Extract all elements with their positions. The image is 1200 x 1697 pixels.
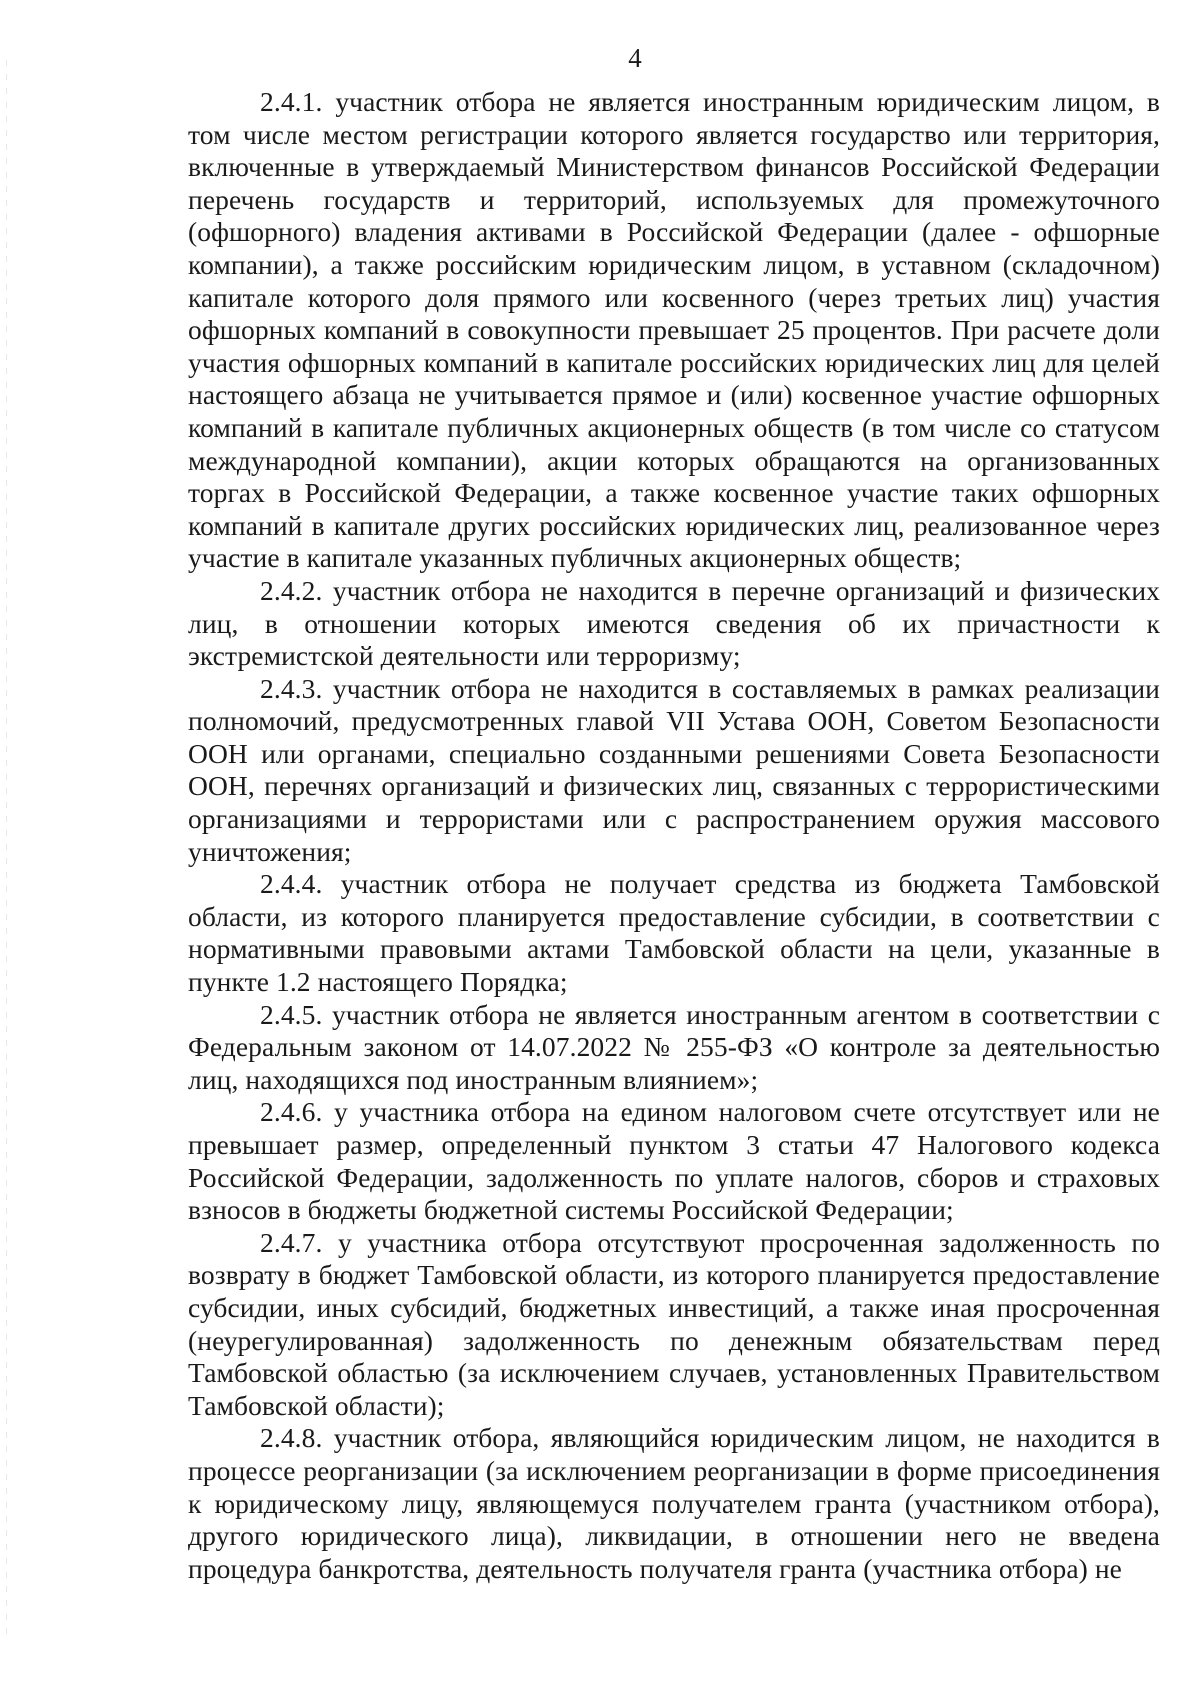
paragraph-2-4-5: 2.4.5. участник отбора не является иностранным агентом в соответствии с Федеральным законом от 14.07.2022 № 255-ФЗ «О контроле за деятельностью лиц, находящихся под иностранным влиянием»; (188, 998, 1160, 1095)
paragraph-2-4-1: 2.4.1. участник отбора не является иностранным юридическим лицом, в том числе местом регистрации которого является государство или территория, включенные в утверждаемый Министерством финансов Российской Федерации перечень государств и территорий, используемых для промежуточного (офшорного) владения активами в Российской Федерации (далее - офшорные компании), а также российским юридическим лицом, в уставном (складочном) капитале которого доля прямого или косвенного (через третьих лиц) участия офшорных компаний в совокупности превышает 25 процентов. При расчете доли участия офшорных компаний в капитале российских юридических лиц для целей настоящего абзаца не учитывается прямое и (или) косвенное участие офшорных компаний в капитале публичных акционерных обществ (в том числе со статусом международной компании), акции которых обращаются на организованных торгах в Российской Федерации, а также косвенное участие таких офшорных компаний в капитале других российских юридических лиц, реализованное через участие в капитале указанных публичных акционерных обществ; (188, 86, 1160, 574)
scan-edge-artifact (6, 60, 7, 1640)
document-body (188, 86, 1160, 1585)
page-number: 4 (628, 43, 642, 73)
paragraph-2-4-3: 2.4.3. участник отбора не находится в составляемых в рамках реализации полномочий, предусмотренных главой VII Устава ООН, Советом Безопасности ООН или органами, специально созданными решениями Совета Безопасности ООН, перечнях организаций и физических лиц, связанных с террористическими организациями и террористами или с распространением оружия массового уничтожения; (188, 672, 1160, 867)
paragraph-2-4-2: 2.4.2. участник отбора не находится в перечне организаций и физических лиц, в отношении которых имеются сведения об их причастности к экстремистской деятельности или терроризму; (188, 574, 1160, 672)
paragraph-2-4-6: 2.4.6. у участника отбора на едином налоговом счете отсутствует или не превышает размер, определенный пунктом 3 статьи 47 Налогового кодекса Российской Федерации, задолженность по уплате налогов, сборов и страховых взносов в бюджеты бюджетной системы Российской Федерации; (188, 1096, 1160, 1226)
paragraph-2-4-7: 2.4.7. у участника отбора отсутствуют просроченная задолженность по возврату в бюджет Тамбовской области, из которого планируется предоставление субсидии, иных субсидий, бюджетных инвестиций, а также иная просроченная (неурегулированная) задолженность по денежным обязательствам перед Тамбовской областью (за исключением случаев, установленных Правительством Тамбовской области); (188, 1226, 1160, 1421)
paragraph-2-4-4: 2.4.4. участник отбора не получает средства из бюджета Тамбовской области, из которого планируется предоставление субсидии, в соответствии с нормативными правовыми актами Тамбовской области на цели, указанные в пункте 1.2 настоящего Порядка; (188, 868, 1160, 998)
paragraph-2-4-8: 2.4.8. участник отбора, являющийся юридическим лицом, не находится в процессе реорганизации (за исключением реорганизации в форме присоединения к юридическому лицу, являющемуся получателем гранта (участником отбора), другого юридического лица), ликвидации, в отношении него не введена процедура банкротства, деятельность получателя гранта (участника отбора) не (188, 1422, 1160, 1584)
